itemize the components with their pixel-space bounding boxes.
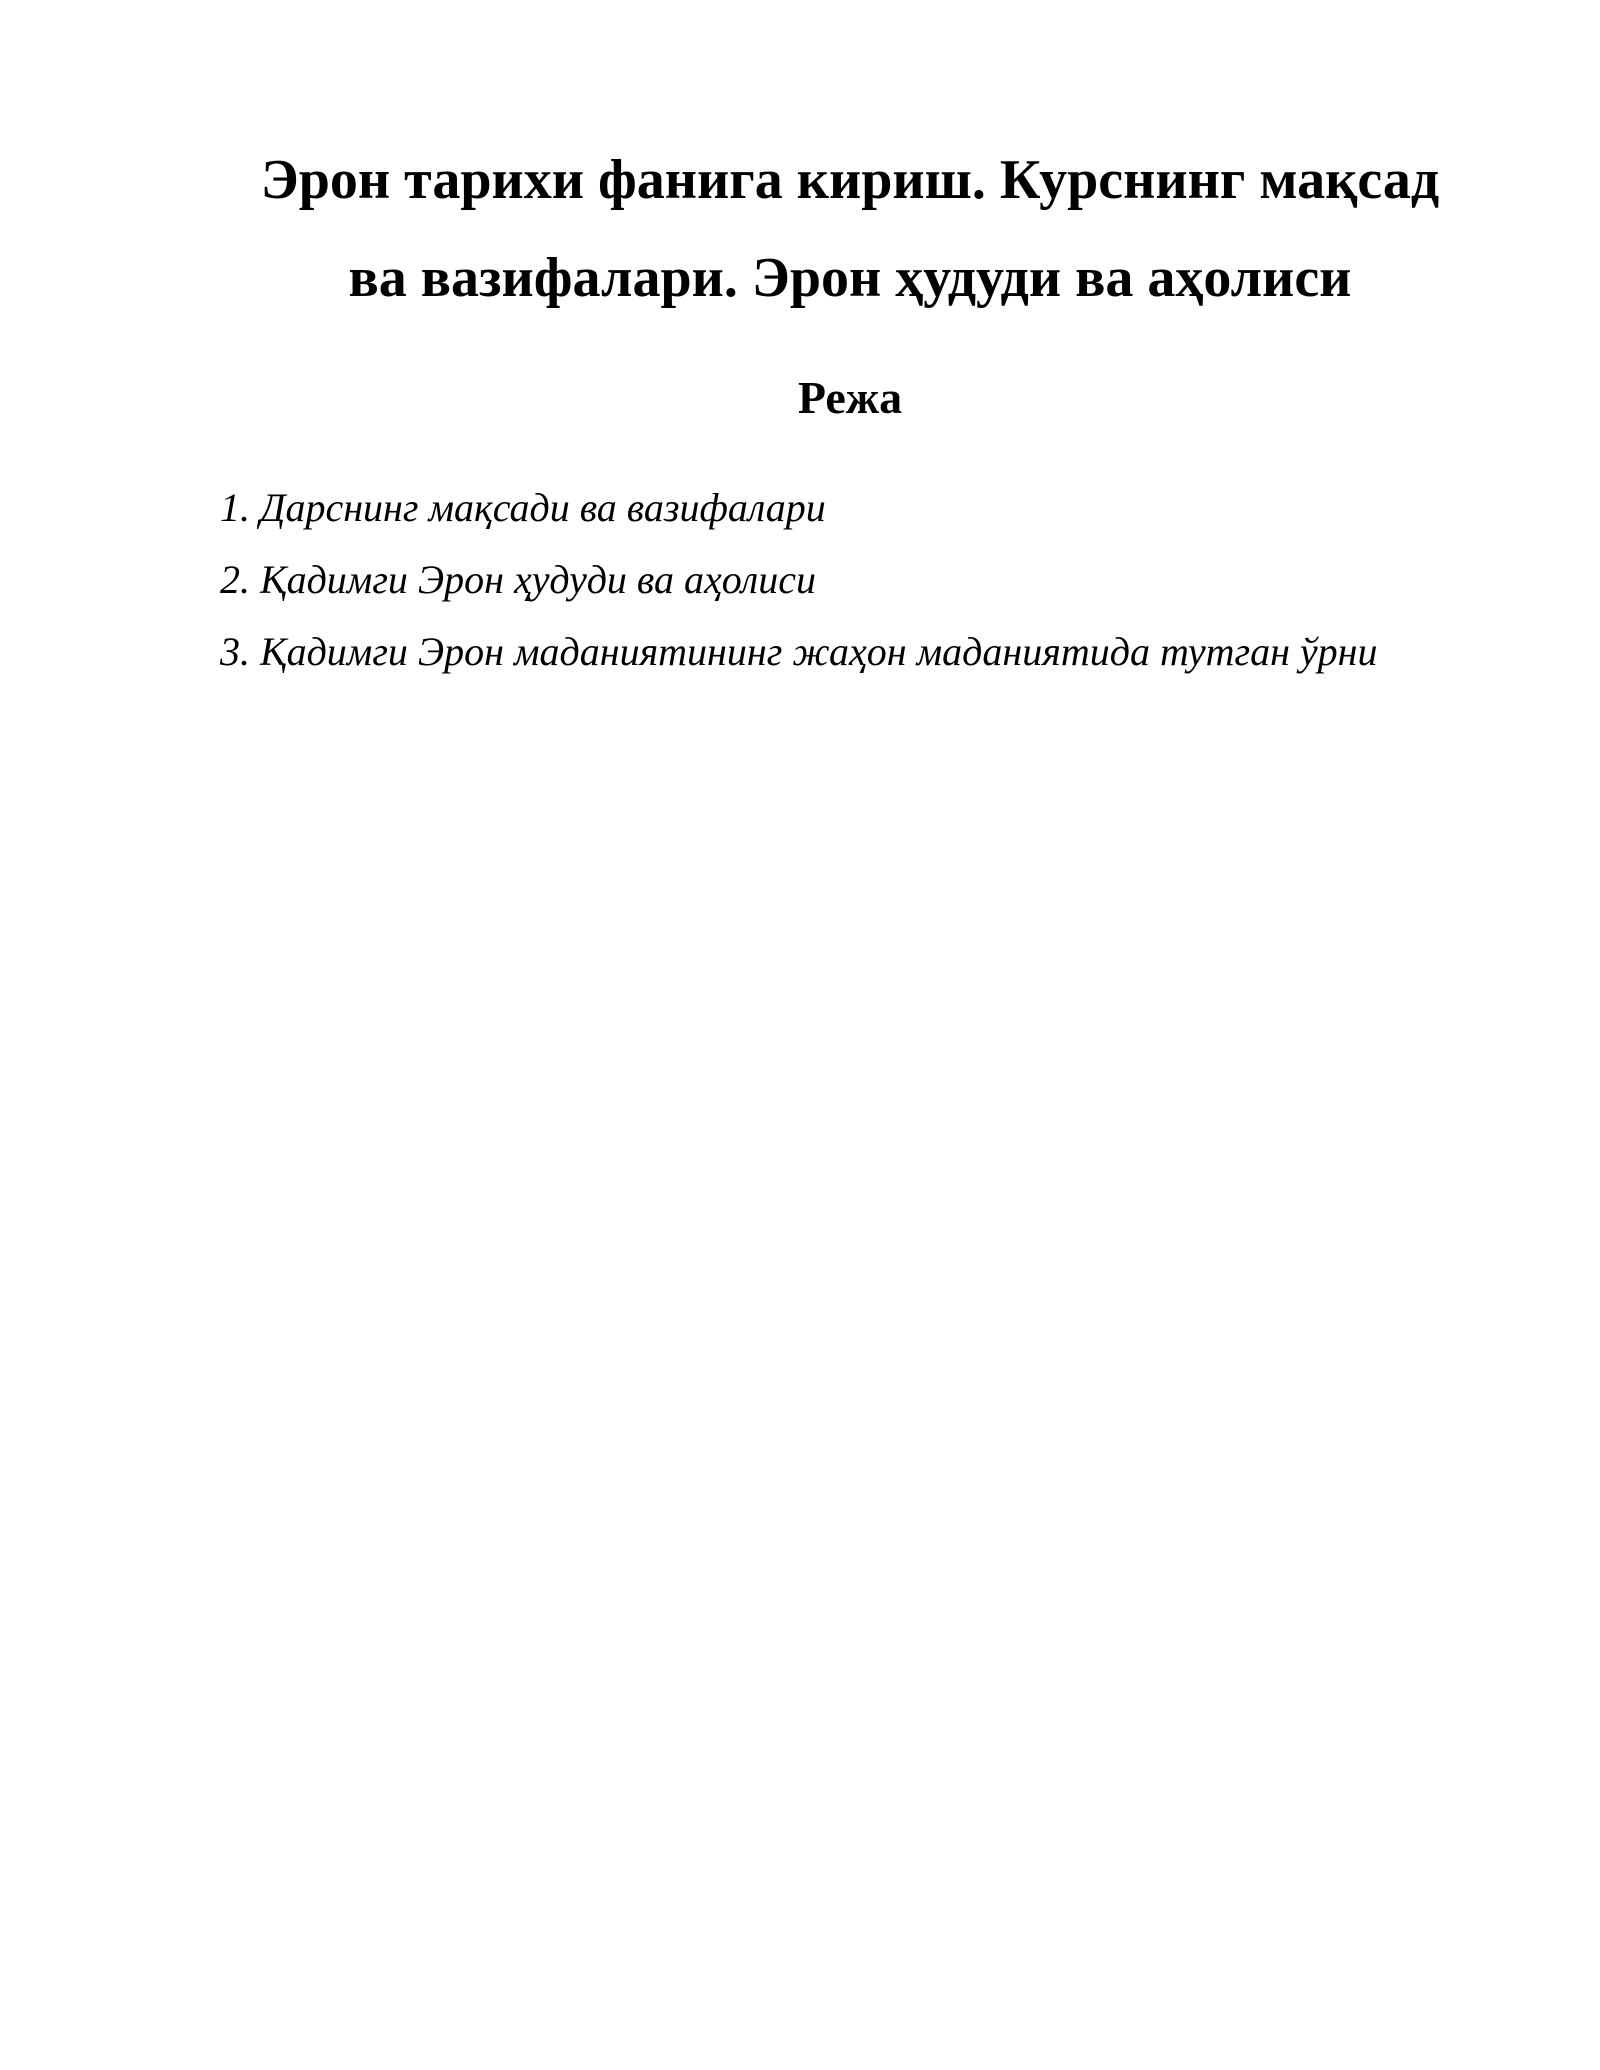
plan-list xyxy=(220,484,1520,700)
document-title-line-1: Эрон тарихи фанига кириш. Курснинг мақсад xyxy=(260,149,1440,211)
plan-item-2: 2. Қадимги Эрон ҳудуди ва аҳолиси xyxy=(220,557,816,602)
plan-item-1: 1. Дарснинг мақсади ва вазифалари xyxy=(220,485,826,530)
plan-heading: Режа xyxy=(797,372,903,423)
plan-item-3: 3. Қадимги Эрон маданиятининг жаҳон маданиятида тутган ўрни xyxy=(220,629,1378,674)
document-title-line-2: ва вазифалари. Эрон ҳудуди ва аҳолиси xyxy=(348,247,1352,309)
